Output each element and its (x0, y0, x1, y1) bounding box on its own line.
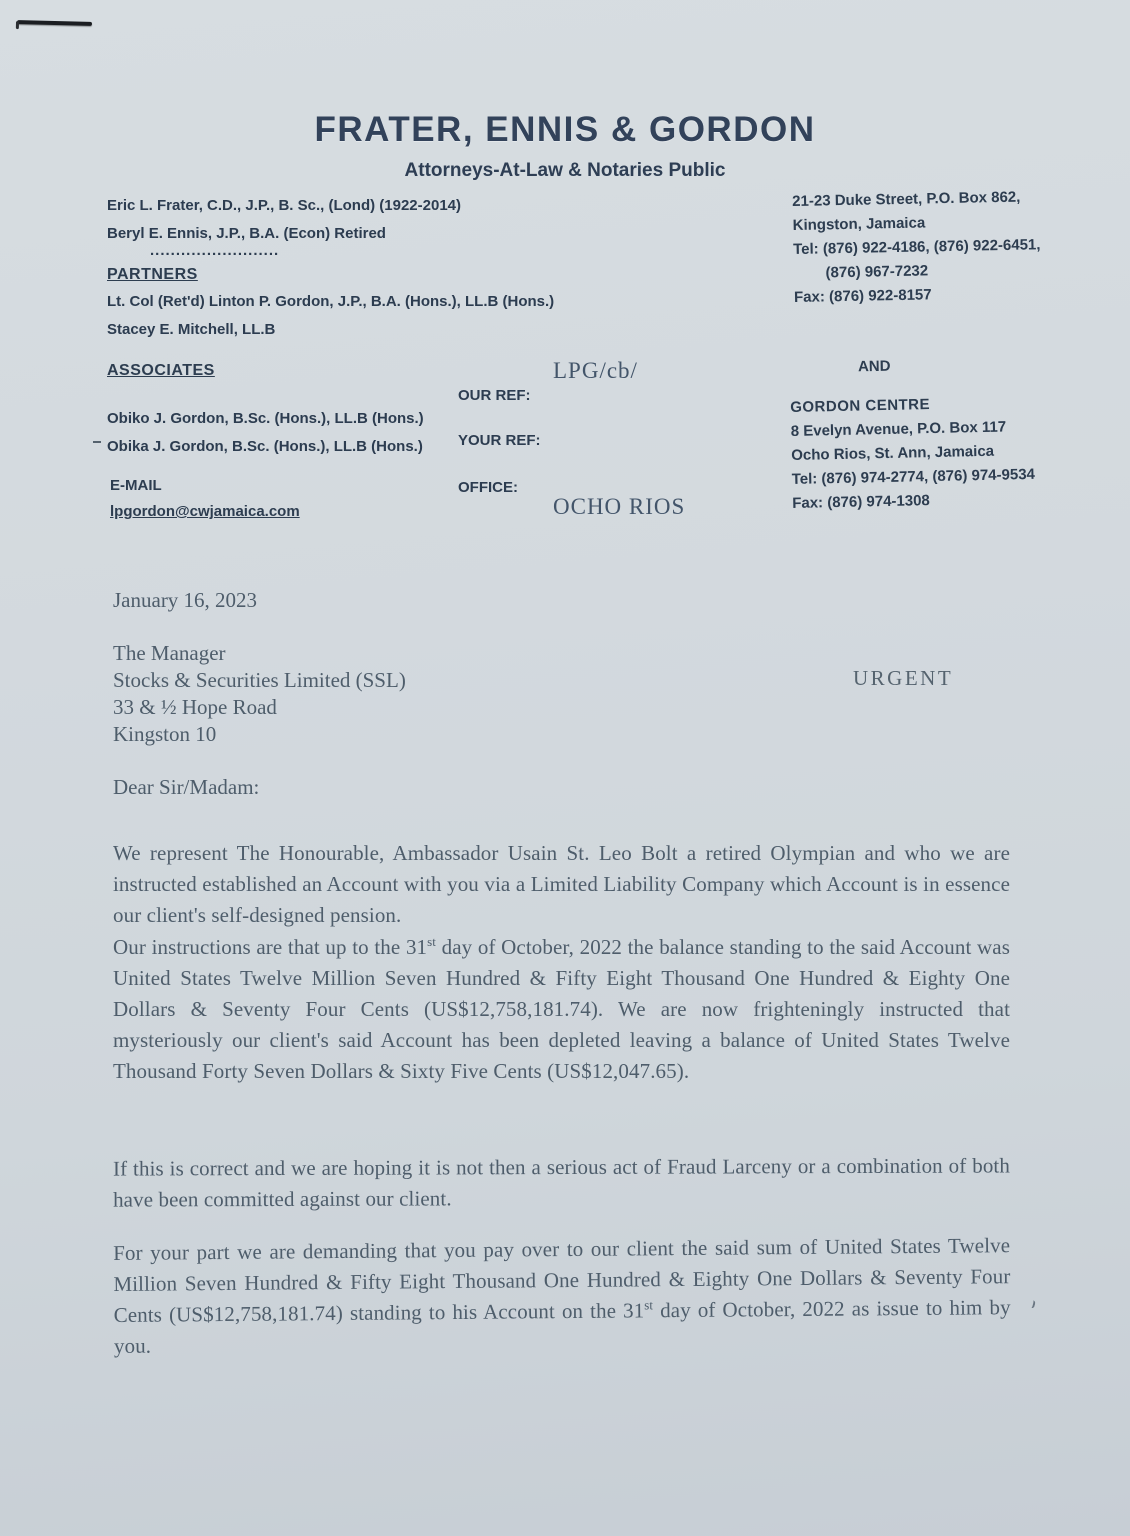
address-line: (876) 967-7232 (825, 262, 929, 282)
paragraph-3: If this is correct and we are hoping it is not then a serious act of Fraud Larceny or a combination of both have been committed against our client. (112, 1153, 1010, 1212)
ordinal-superscript: st (644, 1297, 654, 1313)
paragraph-2-text: day of October, 2022 the balance standing to the said Account was United States Twelve Million Seven Hundred & Fifty Eight Thousand One Hundred & Eighty One Dollars & Seventy Four Cents (US$12,758,181.74). We are now frighteningly instructed that mysteriously our client's said Account has been depleted leaving a balance of United States Twelve Thousand Forty Seven Dollars & Sixty Five Cents (US$12,047.65). (113, 935, 1010, 1083)
principal-line: Eric L. Frater, C.D., J.P., B. Sc., (Lond) (1922-2014) (107, 197, 462, 214)
partners-heading: PARTNERS (107, 266, 198, 283)
paragraph-4-text: day of October, 2022 as issue to him by you. (113, 1295, 1011, 1358)
scan-speck-artifact (1027, 1299, 1036, 1308)
email-label: E-MAIL (110, 477, 162, 494)
your-ref-label: YOUR REF: (458, 432, 541, 449)
address-line: 21-23 Duke Street, P.O. Box 862, (792, 188, 1021, 210)
address-line: Fax: (876) 974-1308 (792, 492, 930, 512)
dotted-separator: ......................... (150, 242, 280, 259)
paragraph-2-text: Our instructions are that up to the 31 (113, 935, 428, 959)
recipient-line: Stocks & Securities Limited (SSL) (113, 668, 406, 692)
email-address: lpgordon@cwjamaica.com (110, 503, 300, 520)
partner-line: Lt. Col (Ret'd) Linton P. Gordon, J.P., B.A. (Hons.), LL.B (Hons.) (107, 293, 555, 310)
recipient-line: The Manager (113, 641, 226, 665)
paragraph-1: We represent The Honourable, Ambassador Usain St. Leo Bolt a retired Olympian and who we are instructed established an Account with you via a Limited Liability Company which Account is in essence our client's self-designed pension. (113, 841, 1010, 927)
paragraph-4 (113, 1230, 1011, 1362)
paragraph-2 (113, 932, 1010, 1087)
salutation: Dear Sir/Madam: (113, 775, 260, 799)
associate-line: Obiko J. Gordon, B.Sc. (Hons.), LL.B (Hons.) (107, 410, 424, 427)
principals-block (107, 192, 461, 248)
our-ref-label: OUR REF: (458, 387, 531, 404)
address-line: Tel: (876) 922-4186, (876) 922-6451, (792, 236, 1041, 258)
associates-block (107, 405, 424, 461)
recipient-line: Kingston 10 (113, 722, 217, 746)
address-line: GORDON CENTRE (790, 396, 931, 416)
address-line: Tel: (876) 974-2774, (876) 974-9534 (791, 465, 1036, 488)
partner-line: Stacey E. Mitchell, LL.B (107, 321, 276, 338)
our-ref-value: LPG/cb/ (553, 358, 638, 383)
office-value: OCHO RIOS (553, 494, 686, 519)
office-label: OFFICE: (458, 479, 518, 496)
paragraph-4-text: For your part we are demanding that you pay over to our client the said sum of United States Twelve Million Seven Hundred & Fifty Eight Thousand One Hundred & Eighty One Dollars & Seventy Four Cents (US$12,758,181.74) standing to his Account on the 31 (113, 1233, 1011, 1327)
urgent-stamp: URGENT (853, 666, 954, 690)
kingston-office-address (792, 185, 1042, 310)
address-line: Fax: (876) 922-8157 (793, 286, 932, 306)
recipient-line: 33 & ½ Hope Road (113, 695, 277, 719)
principal-line: Beryl E. Ennis, J.P., B.A. (Econ) Retired (107, 225, 386, 242)
pen-mark-artifact (17, 20, 92, 26)
firm-tagline: Attorneys-At-Law & Notaries Public (404, 160, 726, 181)
associate-line: Obika J. Gordon, B.Sc. (Hons.), LL.B (Hons.) (107, 438, 423, 455)
firm-name: FRATER, ENNIS & GORDON (314, 110, 816, 149)
ordinal-superscript: st (427, 934, 437, 949)
recipient-block (113, 640, 406, 748)
address-line: 8 Evelyn Avenue, P.O. Box 117 (790, 418, 1007, 440)
partners-block (107, 288, 554, 344)
associates-heading: ASSOCIATES (107, 362, 215, 379)
address-line: Ocho Rios, St. Ann, Jamaica (791, 442, 995, 464)
address-line: Kingston, Jamaica (792, 214, 926, 234)
ocho-rios-office-address (790, 391, 1036, 516)
stray-dash-artifact (93, 441, 101, 443)
letter-date: January 16, 2023 (113, 588, 258, 612)
and-label: AND (857, 357, 891, 376)
